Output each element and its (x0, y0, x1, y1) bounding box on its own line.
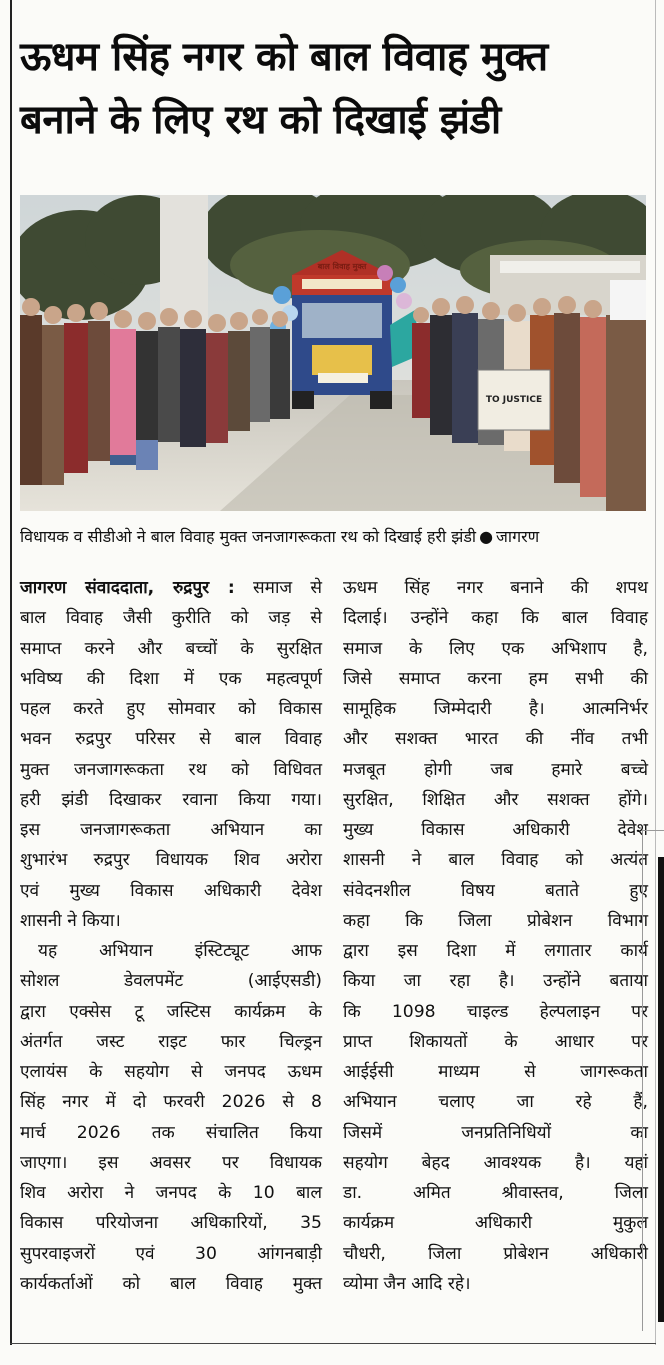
body-line: सहयोग बेहद आवश्यक है। यहां (343, 1152, 648, 1173)
body-line: एलायंस के सहयोग से जनपद ऊधम (20, 1062, 322, 1082)
body-line: द्वारा एक्सेस टू जस्टिस कार्यक्रम के (20, 1001, 322, 1022)
body-line: और सशक्त भारत की नींव तभी (343, 729, 648, 750)
body-line: हरी झंडी दिखाकर रवाना किया गया। (20, 789, 322, 810)
body-line: कार्यक्रम अधिकारी मुकुल (343, 1213, 648, 1234)
body-line: एवं मुख्य विकास अधिकारी देवेश (20, 880, 322, 901)
body-line: जिसमें जनप्रतिनिधियों का (343, 1122, 648, 1143)
body-line: शासनी ने बाल विवाह को अत्यंत (343, 850, 648, 871)
photo-caption (20, 527, 650, 547)
body-line: सोशल डेवलपमेंट (आईएसडी) (20, 971, 322, 992)
body-line: भविष्य की दिशा में एक महत्वपूर्ण (20, 668, 322, 689)
body-line: प्राप्त शिकायतों के आधार पर (343, 1031, 648, 1052)
body-line: शिव अरोरा ने जनपद के 10 बाल (20, 1183, 322, 1203)
body-line: बाल विवाह जैसी कुरीति को जड़ से (20, 608, 322, 629)
headline (20, 26, 650, 152)
body-line: समाज के लिए एक अभिशाप है, (343, 638, 648, 659)
banner-text: TO JUSTICE (485, 395, 543, 405)
rath-board-text: बाल विवाह मुक्त (317, 262, 367, 271)
body-line: आईईसी माध्यम से जागरूकता (343, 1062, 648, 1082)
article-column-1 (20, 573, 322, 1299)
body-line: कहा कि जिला प्रोबेशन विभाग (343, 910, 648, 931)
caption-bullet: ● (479, 527, 494, 546)
body-line: ऊधम सिंह नगर बनाने की शपथ (343, 578, 648, 598)
body-line: चौधरी, जिला प्रोबेशन अधिकारी (343, 1243, 648, 1264)
body-line: इस जनजागरूकता अभियान का (20, 820, 322, 840)
body-line: यह अभियान इंस्टिट्यूट आफ (38, 941, 322, 961)
caption-text: विधायक व सीडीओ ने बाल विवाह मुक्त जनजागरूकता रथ को दिखाई हरी झंडी (20, 527, 477, 546)
body-line: शुभारंभ रुद्रपुर विधायक शिव अरोरा (20, 850, 322, 871)
photo-illustration (20, 195, 646, 511)
news-photo (20, 195, 646, 511)
body-line: कार्यकर्ताओं को बाल विवाह मुक्त (20, 1273, 322, 1294)
body-line: सामूहिक जिम्मेदारी है। आत्मनिर्भर (343, 699, 648, 719)
adjacent-article-edge (642, 830, 664, 1331)
body-line: सुपरवाइजरों एवं 30 आंगनबाड़ी (20, 1243, 322, 1264)
body-line: जाएगा। इस अवसर पर विधायक (20, 1152, 322, 1173)
body-line: मजबूत होगी जब हमारे बच्चे (343, 759, 648, 780)
page-left-rule (10, 0, 12, 1345)
body-line: व्योमा जैन आदि रहे। (343, 1273, 471, 1294)
caption-credit: जागरण (496, 527, 540, 546)
headline-line-1: ऊधम सिंह नगर को बाल विवाह मुक्त (20, 34, 548, 80)
body-line: संवेदनशील विषय बताते हुए (343, 880, 648, 901)
body-line: विकास परियोजना अधिकारियों, 35 (20, 1213, 322, 1234)
body-line: जिसे समाप्त करना हम सभी की (343, 668, 648, 689)
body-line: दिलाई। उन्होंने कहा कि बाल विवाह (343, 608, 648, 629)
body-line: मार्च 2026 तक संचालित किया (20, 1122, 322, 1143)
body-line: मुक्त जनजागरूकता रथ को विधिवत (20, 759, 322, 780)
body-line: कि 1098 चाइल्ड हेल्पलाइन पर (343, 1001, 648, 1022)
body-line: सुरक्षित, शिक्षित और सशक्त होंगे। (343, 789, 648, 810)
body-line: समाप्त करने और बच्चों के सुरक्षित (20, 638, 322, 659)
body-line: द्वारा इस दिशा में लगातार कार्य (343, 941, 648, 961)
body-line: शासनी ने किया। (20, 910, 121, 931)
body-line: अभियान चलाए जा रहे हैं, (343, 1092, 648, 1113)
headline-line-2: बनाने के लिए रथ को दिखाई झंडी (20, 97, 501, 143)
body-line: डा. अमित श्रीवास्तव, जिला (343, 1183, 648, 1203)
body-line: मुख्य विकास अधिकारी देवेश (343, 820, 648, 840)
body-line: अंतर्गत जस्ट राइट फार चिल्ड्रन (20, 1031, 322, 1052)
adjacent-article-bar (658, 857, 664, 1322)
body-line: पहल करते हुए सोमवार को विकास (20, 699, 322, 719)
body-line: सिंह नगर में दो फरवरी 2026 से 8 (20, 1092, 322, 1113)
bottom-rule (10, 1343, 656, 1344)
body-line: समाज से (253, 578, 323, 598)
byline: जागरण संवाददाता, रुद्रपुर : (20, 578, 235, 598)
body-line: किया जा रहा है। उन्होंने बताया (343, 971, 648, 992)
body-line: भवन रुद्रपुर परिसर से बाल विवाह (20, 729, 322, 750)
article-column-2 (343, 573, 648, 1299)
